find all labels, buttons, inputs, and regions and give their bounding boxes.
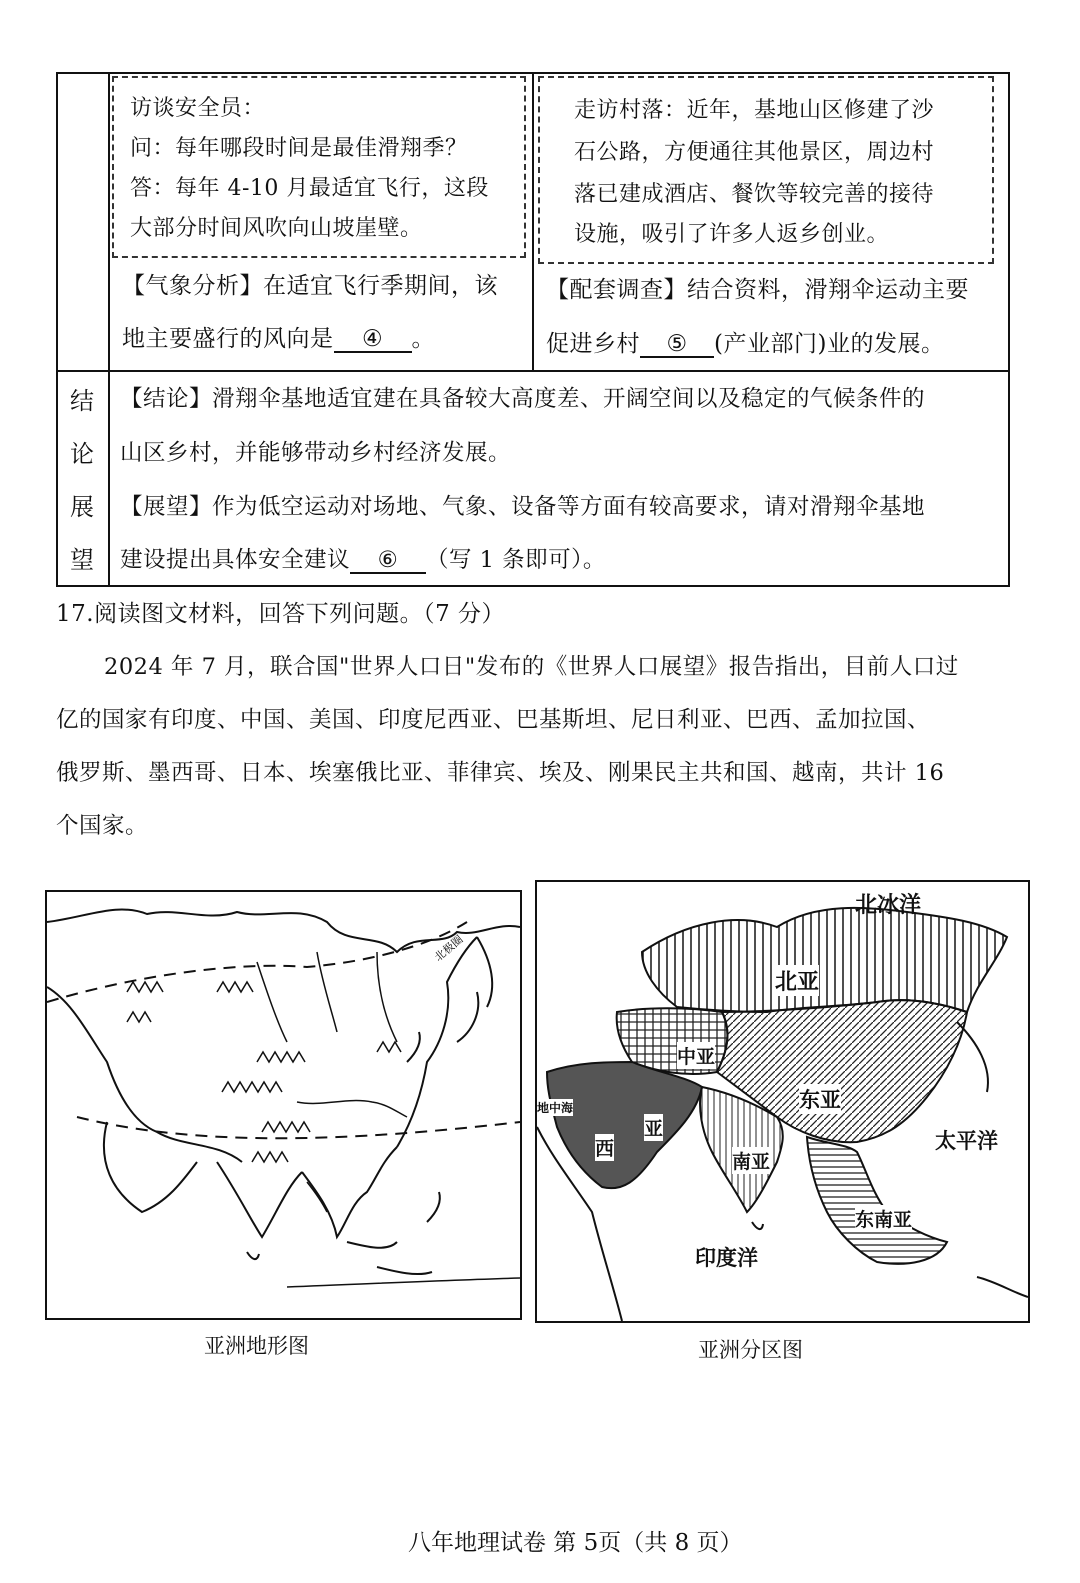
weather-analysis-line: 【气象分析】在适宜飞行季期间，该 bbox=[122, 273, 498, 299]
label-north-asia: 北亚 bbox=[775, 965, 819, 996]
answer-blank-6[interactable]: ⑥ bbox=[350, 548, 426, 574]
region-southeast-asia bbox=[807, 1137, 947, 1264]
label-southeast-asia: 东南亚 bbox=[855, 1205, 912, 1232]
regions-map-caption: 亚洲分区图 bbox=[698, 1338, 803, 1362]
village-line: 设施，吸引了许多人返乡创业。 bbox=[574, 222, 890, 247]
question-title: 17.阅读图文材料，回答下列问题。（7 分） bbox=[56, 601, 506, 627]
survey-table bbox=[56, 72, 1010, 587]
asia-terrain-map bbox=[45, 890, 522, 1320]
island-coastline bbox=[977, 1277, 1028, 1297]
question-paragraph-line: 俄罗斯、墨西哥、日本、埃塞俄比亚、菲律宾、埃及、刚果民主共和国、越南，共计 16 bbox=[56, 760, 945, 786]
village-line: 石公路，方便通往其他景区，周边村 bbox=[574, 140, 935, 165]
survey-suffix: (产业部门)业的发展。 bbox=[714, 331, 945, 357]
side-label-char: 结 bbox=[70, 387, 94, 415]
label-east-asia: 东亚 bbox=[799, 1084, 841, 1114]
label-pacific: 太平洋 bbox=[935, 1129, 998, 1153]
interview-line: 问：每年哪段时间是最佳滑翔季？ bbox=[130, 136, 468, 161]
arctic-circle-label: 北极圈 bbox=[432, 932, 466, 964]
answer-blank-5[interactable]: ⑤ bbox=[640, 332, 714, 358]
interview-line: 答：每年 4-10 月最适宜飞行，这段 bbox=[130, 176, 489, 201]
region-west-asia bbox=[547, 1062, 702, 1188]
interview-line: 大部分时间风吹向山坡崖壁。 bbox=[130, 216, 423, 241]
latitude-line bbox=[287, 1278, 520, 1287]
region-north-asia bbox=[642, 908, 1007, 1012]
survey-question bbox=[546, 331, 944, 358]
survey-line: 【配套调查】结合资料，滑翔伞运动主要 bbox=[546, 277, 969, 303]
label-west-asia-1: 西 bbox=[595, 1134, 614, 1161]
page-footer: 八年地理试卷 第 5页（共 8 页） bbox=[408, 1530, 743, 1556]
table-middle-divider bbox=[532, 74, 534, 371]
label-south-asia: 南亚 bbox=[732, 1147, 770, 1174]
question-paragraph-line: 个国家。 bbox=[56, 813, 149, 839]
label-indian-ocean: 印度洋 bbox=[695, 1246, 758, 1270]
conclusion-line: 山区乡村，并能够带动乡村经济发展。 bbox=[120, 440, 512, 466]
side-label-char: 论 bbox=[70, 440, 94, 468]
survey-prefix: 促进乡村 bbox=[546, 331, 640, 357]
village-line: 走访村落：近年，基地山区修建了沙 bbox=[574, 98, 935, 123]
outlook-line: 【展望】作为低空运动对场地、气象、设备等方面有较高要求，请对滑翔伞基地 bbox=[120, 494, 926, 520]
weather-suffix: 。 bbox=[411, 326, 435, 352]
table-column-divider bbox=[108, 74, 110, 585]
outlook-prefix: 建设提出具体安全建议 bbox=[120, 547, 351, 573]
outlook-question bbox=[120, 547, 606, 574]
question-paragraph-line: 亿的国家有印度、中国、美国、印度尼西亚、巴基斯坦、尼日利亚、巴西、孟加拉国、 bbox=[56, 707, 931, 733]
village-line: 落已建成酒店、餐饮等较完善的接待 bbox=[574, 182, 935, 207]
tropic-line bbox=[77, 1117, 520, 1138]
asia-regions-map bbox=[535, 880, 1030, 1323]
question-paragraph-line: 2024 年 7 月，联合国"世界人口日"发布的《世界人口展望》报告指出，目前人口过 bbox=[104, 654, 959, 680]
sri-lanka-coastline bbox=[752, 1222, 763, 1229]
label-central-asia: 中亚 bbox=[677, 1042, 715, 1069]
interview-line: 访谈安全员： bbox=[130, 96, 266, 121]
label-mediterranean: 地中海 bbox=[537, 1101, 574, 1115]
weather-prefix: 地主要盛行的风向是 bbox=[122, 326, 334, 352]
weather-analysis-question bbox=[122, 326, 435, 353]
label-arctic-ocean: 北冰洋 bbox=[855, 893, 922, 918]
regions-map-drawing bbox=[537, 882, 1028, 1321]
conclusion-line: 【结论】滑翔伞基地适宜建在具备较大高度差、开阔空间以及稳定的气候条件的 bbox=[120, 386, 926, 412]
side-label-char: 展 bbox=[70, 493, 94, 521]
answer-blank-4[interactable]: ④ bbox=[334, 327, 412, 353]
table-row-divider bbox=[58, 370, 1008, 372]
terrain-map-caption: 亚洲地形图 bbox=[204, 1334, 309, 1358]
outlook-suffix: （写 1 条即可）。 bbox=[426, 547, 606, 573]
label-west-asia-2: 亚 bbox=[644, 1114, 663, 1141]
side-label-char: 望 bbox=[70, 546, 94, 574]
